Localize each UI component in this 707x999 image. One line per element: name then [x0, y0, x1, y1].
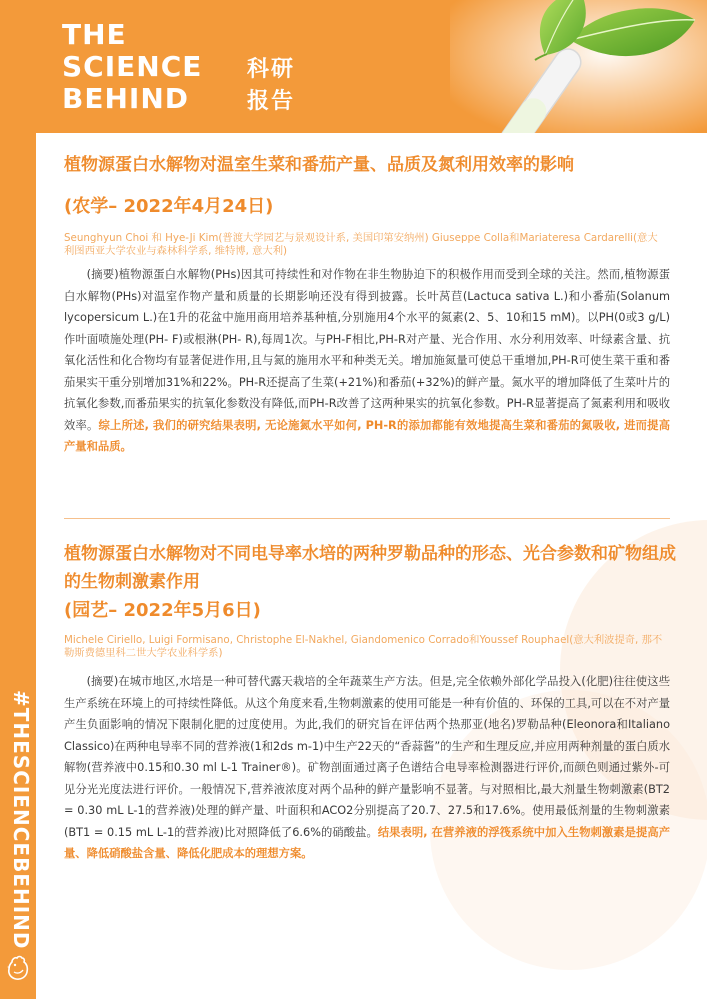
article-2-title: 植物源蛋白水解物对不同电导率水培的两种罗勒品种的形态、光合参数和矿物组成的生物刺激素作用	[64, 544, 676, 592]
article-1-date: (农学– 2022年4月24日)	[64, 196, 274, 217]
header-cn-line2: 报告	[247, 89, 296, 114]
article-2-date: (园艺– 2022年5月6日)	[64, 600, 261, 621]
leaf-test-tube-image	[450, 0, 707, 133]
chicken-logo-icon	[0, 950, 36, 986]
header-banner	[0, 0, 707, 133]
abstract-conclusion: 结果表明, 在营养液的浮筏系统中加入生物刺激素是提高产量、降低硝酸盐含量、降低化肥成本的理想方案。	[64, 825, 670, 860]
header-cn-line1: 科研	[247, 57, 296, 82]
article-2-abstract	[64, 671, 670, 865]
abstract-conclusion: 综上所述, 我们的研究结果表明, 无论施氮水平如何, PH-R的添加都能有效地提高生菜和番茄的氮吸收, 进而提高产量和品质。	[64, 418, 670, 453]
section-divider	[64, 518, 670, 519]
article-1-title: 植物源蛋白水解物对温室生菜和番茄产量、品质及氮利用效率的影响	[64, 155, 574, 175]
abstract-text: (摘要)在城市地区,水培是一种可替代露天栽培的全年蔬菜生产方法。但是,完全依赖外部化学品投入(化肥)往往使这些生产系统在环境上的可持续性降低。从这个角度来看,生物刺激素的使用可能是一种有价值的、环保的工具,可以在不对产量产生负面影响的情况下限制化肥的过度使用。为此,我们的研究旨在评估两个热那亚(地名)罗勒品种(Eleonora和Italiano Classico)在两种电导率不同的营养液(1和2ds m-1)中生产22天的“香蒜酱”的生产和生理反应,并应用两种剂量的蛋白质水解物(营养液中0.15和0.30 ml L-1 Trainer®)。矿物剖面通过离子色谱结合电导率检测器进行评价,而颜色则通过紫外-可见分光光度法进行评价。一般情况下,营养液浓度对两个品种的鲜产量影响不显著。与对照相比,最大剂量生物刺激素(BT2 = 0.30 mL L-1的营养液)处理的鲜产量、叶面积和ACO2分别提高了20.7、27.5和17.6%。使用最低剂量的生物刺激素(BT1 = 0.15 mL L-1的营养液)比对照降低了6.6%的硝酸盐。	[64, 675, 671, 839]
article-2-authors: Michele Ciriello, Luigi Formisano, Christophe El-Nakhel, Giandomenico Corrado和Youssef Rouphael(意大利波提奇, 那不勒斯费德里科二世大学农业科学系)	[64, 634, 663, 659]
header-title-line3: BEHIND	[62, 82, 189, 115]
sidebar-hashtag: #THESCIENCEBEHIND	[9, 690, 33, 950]
article-1-abstract	[64, 264, 670, 458]
abstract-text: (摘要)植物源蛋白水解物(PHs)因其可持续性和对作物在非生物胁迫下的积极作用而受到全球的关注。然而,植物源蛋白水解物(PHs)对温室作物产量和质量的长期影响还没有得到披露。长叶莴苣(Lactuca sativa L.)和小番茄(Solanum lycopersicum L.)在1升的花盆中施用商用培养基种植,分别施用4个水平的氮素(2、5、10和15 mM)。以PH(0或3 g/L)作叶面喷施处理(PH- F)或根淋(PH- R),每周1次。与PH-F相比,PH-R对产量、光合作用、水分利用效率、叶绿素含量、抗氧化活性和化合物均有显著促进作用,且与氮的施用水平和种类无关。增加施氮量可使总干重增加,PH-R可使生菜干重和番茄果实干重分别增加31%和22%。PH-R还提高了生菜(+21%)和番茄(+32%)的鲜产量。氮水平的增加降低了生菜叶片的抗氧化参数,而番茄果实的抗氧化参数没有降低,而PH-R改善了这两种果实的抗氧化参数。PH-R显著提高了氮素利用和吸收效率。	[64, 268, 670, 432]
header-title-line1: THE	[62, 18, 127, 51]
header-title-line2: SCIENCE	[62, 50, 203, 83]
article-1-authors: Seunghyun Choi 和 Hye-Ji Kim(普渡大学园艺与景观设计系, 美国印第安纳州) Giuseppe Colla和Mariateresa Cardarelli(意大利图西亚大学农业与森林科学系, 维特博, 意大利)	[64, 232, 658, 257]
